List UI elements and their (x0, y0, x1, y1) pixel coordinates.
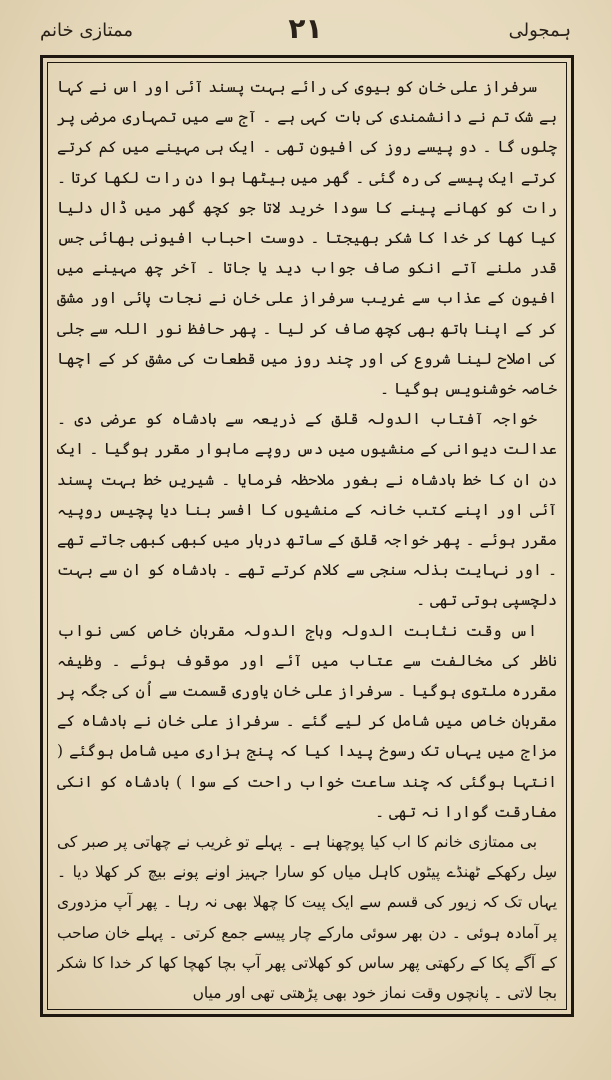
paragraph-2: خواجہ آفتاب الدولہ قلق کے ذریعہ سے بادشاہ کو عرضی دی ۔ عدالت دیوانی کے منشیوں میں دس روپے ماہوار مقرر ہوگیا ۔ ایک دن ان کا خط بادشاہ نے بغور ملاحظہ فرمایا ۔ شیریں خط بہت پسند آئی اور اپنے کتب خانہ کے منشیوں کا افسر بنا دیا پچیس روپیہ مقرر ہوئے ۔ پھر خواجہ قلق کے ساتھ دربار میں کبھی کبھی جاتے تھے ۔ اور نہایت بذلہ سنجی سے کلام کرتے تھے ۔ بادشاہ کو ان سے بہت دلچسپی ہوتی تھی ۔ (57, 410, 557, 610)
paragraph-3: اس وقت نثابت الدولہ وہاج الدولہ مقربان خاص کسی نواب ناظر کی مخالفت سے عتاب میں آئے اور موقوف ہوئے ۔ وظیفہ مقررہ ملتوی ہوگیا ۔ سرفراز علی خان یاوری قسمت سے اُن کی جگہ پر مقربان خاص میں شامل کر لیے گئے ۔ سرفراز علی خان نے بادشاہ کے مزاج میں یہاں تک رسوخ پیدا کیا کہ پنج ہزاری میں شامل ہوگئے ( انتہا ہوگئی کہ چند ساعت خواب راحت کے سوا ) بادشاہ کو انکی مفارقت گوارا نہ تھی ۔ (57, 621, 557, 821)
paragraph-4: بی ممتازی خانم کا اب کیا پوچھنا ہے ۔ پہلے تو غریب نے چھاتی پر صبر کی سِل رکھکے ٹھنڈے پیٹوں کاہل میاں کو سارا جہیز اونے پونے بیچ کر کھلا دیا ۔ یہاں تک کہ زیور کی قسم سے ایک پیت کا چھلا بھی نہ رہا ۔ پھر آپ مزدوری پر آمادہ ہوئی ۔ دن بھر سوئی مارکے چار پیسے جمع کرتی ۔ پہلے خان صاحب کے آگے پکا کے رکھتی پھر ساس کو کھلاتی پھر آپ بچا کھچا کھا کر خدا کا شکر بجا لاتی ۔ پانچوں وقت نماز خود بھی پڑھتی تھی اور میاں (57, 833, 557, 1003)
text-frame (40, 55, 574, 1017)
page-header (40, 12, 571, 56)
book-title: ہمجولی (508, 20, 571, 41)
body-text (57, 72, 557, 1004)
paragraph-1: سرفراز علی خان کو بیوی کی رائے بہت پسند آئی اور اس نے کہا بے شک تم نے دانشمندی کی بات کہی ہے ۔ آج سے میں تمہاری مرضی پر چلوں گا ۔ دو پیسے روز کی افیون تھی ۔ ایک ہی مہینے میں کم کرتے کرتے ایک پیسے کی رہ گئی ۔ گھر میں بیٹھا ہوا دن رات لکھا کرتا ۔ رات کو کھانے پینے کا سودا خرید لاتا جو کچھ گھر میں ڈال دلیا کیا کھا کر خدا کا شکر بھیجتا ۔ دوست احباب افیونی بھائی جس قدر ملنے آتے انکو صاف جواب دید یا جاتا ۔ آخر چھ مہینے میں افیون کے عذاب سے غریب سرفراز علی خان نے نجات پائی اور مشق کر کے اپنا ہاتھ بھی کچھ صاف کر لیا ۔ پھر حافظ نور اللہ سے جلی کی اصلاح لینا شروع کی اور چند روز میں قطعات کی مشق کر کے اچھا خاصہ خوشنویس ہوگیا ۔ (57, 78, 557, 399)
chapter-title: ممتازی خانم (40, 20, 134, 41)
page-number: ۲۱ (288, 12, 323, 45)
